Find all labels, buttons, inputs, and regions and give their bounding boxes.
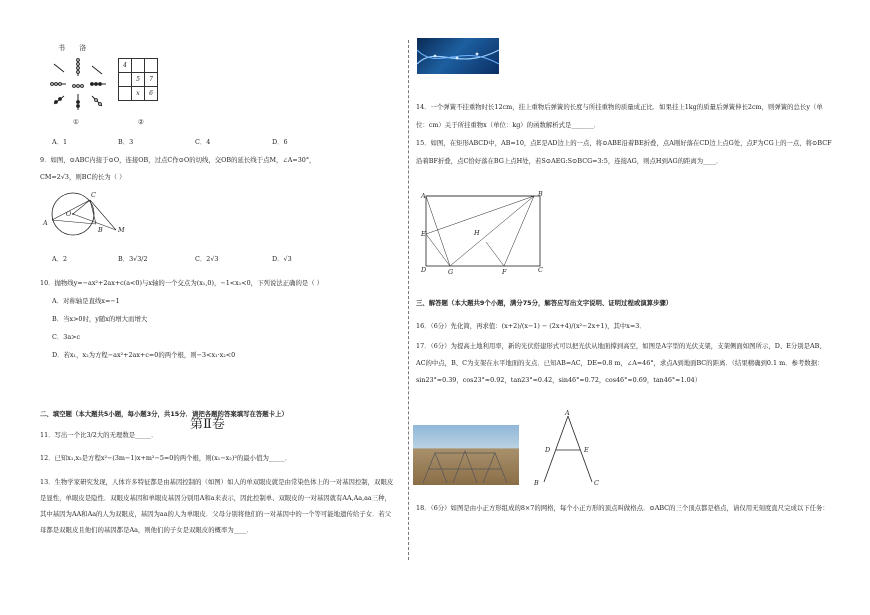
q9-option-b: B．3√3/2 (118, 255, 148, 263)
q9-option-a: A．2 (52, 255, 68, 263)
q9-label-m: M (118, 226, 125, 234)
q9-label-o: O (66, 210, 72, 218)
q15-label-h: H (474, 229, 480, 237)
q17-label-d: D (545, 446, 551, 454)
grid-cell: 6 (145, 87, 158, 101)
luoshu-title: 书 洛 (58, 44, 93, 52)
q15-label-d: D (421, 266, 427, 274)
q8-option-a: A．1 (52, 138, 68, 146)
grid-cell: 7 (145, 73, 158, 87)
grid-cell: 4 (119, 59, 132, 73)
q9-option-c: C．2√3 (195, 255, 219, 263)
q9-label-a: A (43, 219, 48, 227)
volume-two-title: 第Ⅱ卷 (190, 417, 225, 432)
q12-text: 12．已知x₁,x₂是方程x²−(3m−1)x+m²−5=0的两个根，则(x₁−x₂)²的最小值为_____． (40, 454, 292, 462)
q9-label-b: B (98, 226, 103, 234)
q17-label-a: A (565, 409, 570, 417)
q15-label-b: B (538, 190, 543, 198)
q15-rectangle-figure (420, 188, 550, 278)
q15-label-g: G (448, 268, 454, 276)
q9-text-2: CM=2√3，则BC的长为（ ） (40, 173, 126, 181)
grid-cell (119, 87, 132, 101)
solar-support-photo (413, 425, 519, 485)
q10-option-c: C．3a>c (52, 333, 81, 341)
q10-option-d: D．若x₁，x₂为方程−ax²+2ax+c=0的两个根，则−3<x₁·x₂<0 (52, 351, 236, 359)
q17-text: 17．（6分）为提高土地利用率，新的光伏搭建形式可以把光伏从地面撑到高空，如图是A字型的光伏支架，支架侧面如图所示，D、E分别是AB、AC的中点，B、C为支架在水平地面的支点．已知AB=AC，DE=0.8 m，∠A=46°，求点A到地面BC的距离．（结果精确到0.1 m．参考数据：sin23°≈0.39，cos23°≈0.92，tan23°≈0.42，sin46°≈0.72，cos46°≈0.69，tan46°≈1.04） (416, 342, 826, 384)
q9-circle-figure (38, 186, 120, 240)
grid-cell: 5 (132, 73, 145, 87)
q16-text: 16．（6分）先化简，再求值：(x+2)/(x−1) − (2x+4)/(x²−2x+1)，其中x=3． (416, 322, 646, 330)
q11-text: 11．写出一个比3/2大的无理数是_____． (40, 431, 158, 439)
dna-banner-image (417, 38, 499, 74)
grid-cell (145, 59, 158, 73)
q15-label-c: C (538, 266, 543, 274)
q17-label-c: C (594, 479, 599, 487)
q8-option-c: C．4 (195, 138, 211, 146)
q9-text: 9．如图，⊙ABC内接于⊙O，连接OB，过点C作⊙O的切线，交OB的延长线于点M，∠A=30°， (40, 156, 316, 164)
grid-cell (132, 59, 145, 73)
section-three-heading: 三、解答题（本大题共9个小题，满分75分，解答应写出文字说明、证明过程或演算步骤） (416, 299, 673, 307)
q15-label-f: F (502, 268, 507, 276)
q17-label-b: B (534, 479, 539, 487)
q15-label-a: A (421, 192, 426, 200)
grid-cell: x (132, 87, 145, 101)
luoshu-diagram (44, 54, 112, 116)
q15-text: 15．如图，在矩形ABCD中，AB=10，点E是AD边上的一点，将⊙ABE沿着BE折叠，点A刚好落在CD边上点G处，点F为CG上的一点，将⊙BCF沿着BF折叠，点C恰好落在BG上点H处，若S⊙AEG:S⊙BCG=3:5，连接AG，则点H到AG的距离为____． (416, 139, 832, 165)
q10-option-b: B．当x>0时，y随x的增大而增大 (52, 315, 148, 323)
q13-text: 13．生物学家研究发现，人体许多特征都是由基因控制的（如图）如人的单双眼皮就是由常染色体上的一对基因控制，双眼皮是显性，单眼皮是隐性．双眼皮基因和单眼皮基因分别用A和a来表示，因此控制单、双眼皮的一对基因就有AA,Aa,aa三种，其中基因为AA和Aa的人为双眼皮，基因为aa的人为单眼皮．父母分别将他们的一对基因中的一个等可能地遗传给子女．若父母都是双眼皮且他们的基因都是Aa，则他们的子女是双眼皮的概率为____． (40, 478, 394, 534)
q9-option-d: D．√3 (272, 255, 292, 263)
number-grid (118, 58, 158, 101)
grid-cell (119, 73, 132, 87)
q10-option-a: A．对称轴是直线x=−1 (52, 297, 120, 305)
column-divider (408, 40, 409, 560)
q18-text: 18．（6分）如图是由小正方形组成的8×7的网格，每个小正方形的顶点叫做格点．⊙ABC的三个顶点都是格点，请仅用无刻度直尺完成以下任务： (416, 504, 829, 512)
q8-option-b: B．3 (118, 138, 134, 146)
q10-text: 10．抛物线y=−ax²+2ax+c(a<0)与x轴的一个交点为(x₁,0)，−1<x₁<0，下列说法正确的是（ ） (40, 279, 324, 287)
grid-caption: ② (138, 118, 144, 126)
q8-option-d: D．6 (272, 138, 288, 146)
q14-text: 14．一个弹簧不挂重物时长12cm，挂上重物后弹簧的长度与所挂重物的质量成正比．如果挂上1kg的质量后弹簧伸长2cm，则弹簧的总长y（单位：cm）关于所挂重物x（单位：kg）的函数解析式是_______． (416, 103, 823, 129)
luoshu-caption: ① (73, 118, 79, 126)
section-two-heading: 二、填空题（本大题共5小题，每小题3分，共15分．请把各题的答案填写在答题卡上） (40, 410, 288, 418)
q15-label-e: E (421, 230, 426, 238)
q17-label-e: E (584, 446, 589, 454)
q9-label-c: C (91, 191, 96, 199)
